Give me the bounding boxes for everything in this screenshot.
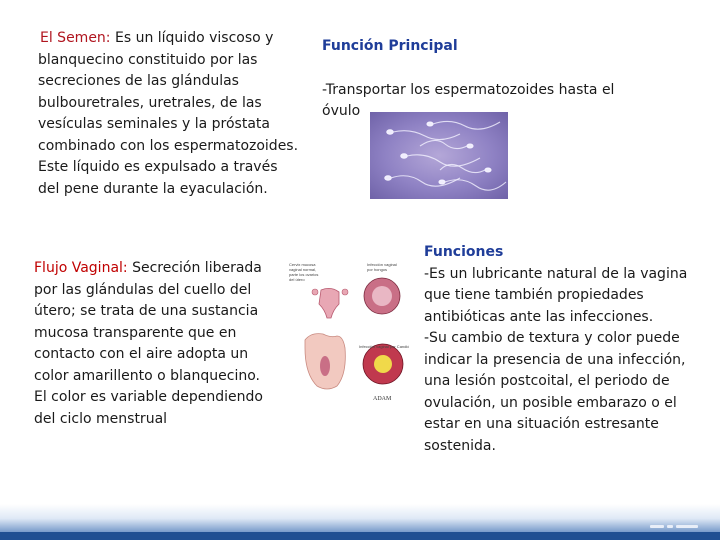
- funciones-line: que tiene también propiedades: [424, 287, 644, 303]
- semen-term: El Semen:: [40, 30, 111, 46]
- funciones-line: -Es un lubricante natural de la vagina: [424, 265, 688, 282]
- flujo-line: El color es variable dependiendo: [34, 389, 263, 405]
- diagram-illustration: [287, 256, 409, 406]
- funciones-line: ovulación, un posible embarazo o el: [424, 394, 677, 411]
- semen-line: Es un líquido viscoso y: [110, 30, 274, 46]
- funciones-paragraph: [424, 242, 714, 457]
- flujo-line: color amarillento o blanquecino.: [34, 367, 260, 384]
- funcion-principal-heading: Función Principal: [322, 38, 458, 54]
- semen-line: bulbouretrales, uretrales, de las: [38, 94, 262, 111]
- funciones-line: estar en una situación estresante: [424, 416, 659, 432]
- diagram-left-label: Cervix mucosa vaginal normal, parte los ovarios del útero: [289, 262, 319, 282]
- semen-line: Este líquido es expulsado a través: [38, 159, 278, 175]
- flujo-line: Secreción liberada: [127, 260, 262, 276]
- flujo-line: del ciclo menstrual: [34, 410, 168, 427]
- funciones-line: una lesión postcoital, el periodo de: [424, 373, 670, 389]
- funciones-line: -Su cambio de textura y color puede: [424, 330, 680, 346]
- semen-line: del pene durante la eyaculación.: [38, 180, 268, 197]
- footer-logo-icon: [650, 522, 706, 530]
- semen-line: secreciones de las glándulas: [38, 73, 239, 89]
- funciones-heading: Funciones: [424, 244, 504, 260]
- semen-line: combinado con los espermatozoides.: [38, 137, 299, 154]
- diagram-right-top-label: Infección vaginal por hongos: [367, 262, 397, 272]
- diagram-brand: ADAM: [373, 396, 392, 402]
- footer-strip: [0, 532, 720, 540]
- diagram-right-bottom-label: Infección vaginal por Candida: [359, 344, 409, 349]
- funcion-principal-line: óvulo: [322, 103, 361, 119]
- semen-paragraph: [38, 28, 328, 200]
- flujo-line: mucosa transparente que en: [34, 324, 237, 341]
- flujo-line: contacto con el aire adopta un: [34, 346, 249, 362]
- uterus-shape: [319, 288, 339, 318]
- sperm-illustration: [370, 112, 508, 199]
- semen-line: blanquecino constituido por las: [38, 51, 258, 68]
- vaginal-infection-diagram: [287, 256, 409, 406]
- funciones-line: indicar la presencia de una infección,: [424, 351, 686, 368]
- funciones-line: sostenida.: [424, 437, 496, 454]
- funcion-principal-line: -Transportar los espermatozoides hasta el: [322, 82, 615, 98]
- flujo-line: útero; se trata de una sustancia: [34, 303, 259, 319]
- flujo-term: Flujo Vaginal:: [34, 260, 128, 276]
- flujo-vaginal-paragraph: [34, 258, 294, 430]
- sperm-microscope-image: [370, 112, 508, 199]
- funciones-line: antibióticas ante las infecciones.: [424, 308, 654, 325]
- semen-line: vesículas seminales y la próstata: [38, 116, 270, 132]
- flujo-line: por las glándulas del cuello del: [34, 281, 252, 298]
